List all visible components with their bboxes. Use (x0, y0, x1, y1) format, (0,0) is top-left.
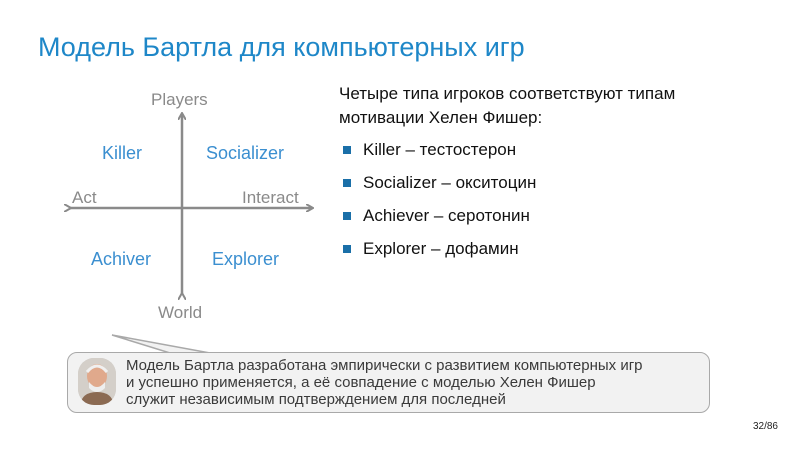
intro-text (339, 82, 759, 130)
bullet-text: Socializer – окситоцин (363, 173, 537, 192)
bullet-item (341, 238, 536, 271)
callout-line: Модель Бартла разработана эмпирически с развитием компьютерных игр (126, 357, 643, 374)
bullet-text: Killer – тестостерон (363, 140, 517, 159)
slide-title: Модель Бартла для компьютерных игр (38, 32, 525, 62)
bullet-text: Achiever – серотонин (363, 206, 530, 225)
page-number: 32/86 (752, 421, 778, 432)
bullet-item (341, 205, 536, 238)
axis-label-act: Act (72, 188, 97, 207)
bullet-item (341, 139, 536, 172)
callout-line: и успешно применяется, а её совпадение с моделью Хелен Фишер (126, 374, 596, 391)
callout-line: служит независимым подтверждением для последней (126, 391, 506, 408)
quadrant-explorer: Explorer (212, 249, 280, 269)
bullet-square-icon (343, 245, 351, 253)
avatar (78, 358, 116, 405)
axis-label-interact: Interact (242, 188, 299, 207)
bartle-diagram (60, 84, 330, 334)
bullet-square-icon (343, 212, 351, 220)
callout-text (126, 357, 706, 408)
axis-label-world: World (158, 303, 203, 322)
axes-arrows (60, 84, 330, 334)
quadrant-killer: Killer (102, 143, 143, 163)
bullet-item (341, 172, 536, 205)
portrait-icon (78, 358, 116, 405)
bullet-square-icon (343, 146, 351, 154)
bullet-list (341, 139, 536, 271)
intro-line: Четыре типа игроков соответствуют типам (339, 84, 676, 103)
quadrant-socializer: Socializer (206, 143, 285, 163)
intro-line: мотивации Хелен Фишер: (339, 108, 543, 127)
bullet-square-icon (343, 179, 351, 187)
speech-bubble (67, 352, 710, 413)
axis-label-players: Players (151, 90, 208, 109)
quadrant-achiver: Achiver (91, 249, 152, 269)
bullet-text: Explorer – дофамин (363, 239, 519, 258)
